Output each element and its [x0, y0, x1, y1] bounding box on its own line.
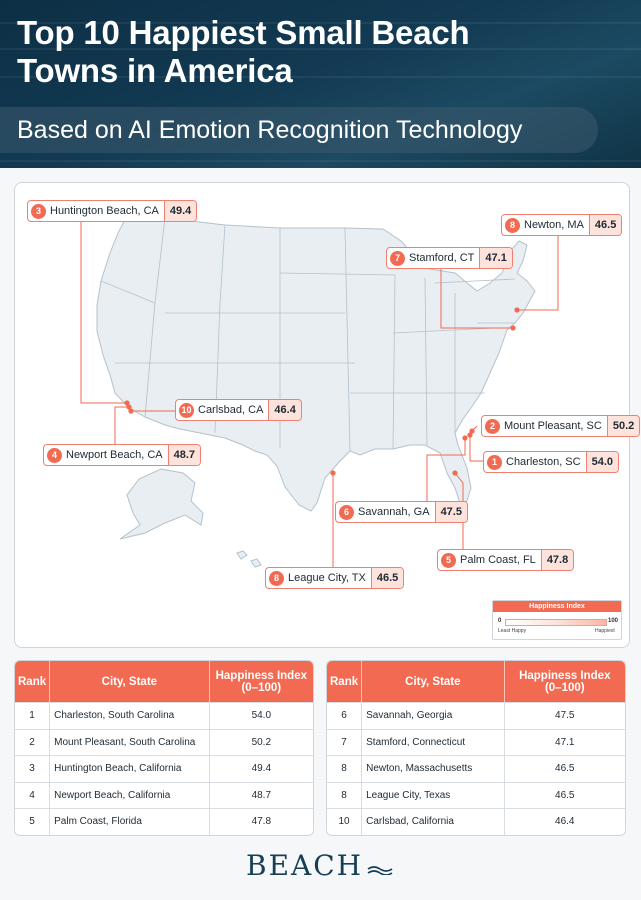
- col-index-line2: (0–100): [241, 681, 282, 694]
- leader-newport: [115, 407, 129, 445]
- col-rank: Rank: [15, 661, 50, 702]
- wave-icon: [367, 865, 393, 875]
- table-header-row: [15, 661, 313, 702]
- cell-index: 46.5: [505, 755, 625, 782]
- city-name: Mount Pleasant, SC: [504, 420, 602, 432]
- table-header-row: [327, 661, 625, 702]
- cell-rank: 1: [15, 702, 50, 729]
- col-index: [505, 661, 625, 702]
- cell-rank: 7: [327, 729, 362, 756]
- cell-index: 47.8: [210, 808, 313, 835]
- cell-index: 48.7: [210, 782, 313, 809]
- rank-badge: 4: [47, 448, 62, 463]
- score: 47.5: [435, 502, 467, 522]
- table-row: [327, 808, 625, 835]
- col-rank: Rank: [327, 661, 362, 702]
- label-mount-pleasant: [481, 415, 640, 437]
- cell-city: Savannah, Georgia: [362, 702, 504, 729]
- cell-city: Newport Beach, California: [50, 782, 209, 809]
- rank-badge: 5: [441, 553, 456, 568]
- table-row: [15, 755, 313, 782]
- table-row: [15, 782, 313, 809]
- rank-badge: 8: [269, 571, 284, 586]
- cell-city: Mount Pleasant, South Carolina: [50, 729, 209, 756]
- cell-index: 47.1: [505, 729, 625, 756]
- happiness-legend: [492, 600, 622, 640]
- city-name: Savannah, GA: [358, 506, 430, 518]
- score: 46.5: [589, 215, 621, 235]
- legend-title: Happiness Index: [493, 601, 621, 612]
- title-line-2: Towns in America: [17, 52, 293, 89]
- city-name: Newport Beach, CA: [66, 449, 163, 461]
- cell-rank: 8: [327, 782, 362, 809]
- city-name: Palm Coast, FL: [460, 554, 536, 566]
- label-carlsbad: [175, 399, 302, 421]
- city-name: Charleston, SC: [506, 456, 581, 468]
- label-charleston: [483, 451, 619, 473]
- hawaii-shape: [237, 551, 261, 567]
- city-name: Carlsbad, CA: [198, 404, 264, 416]
- col-index-line2: (0–100): [544, 681, 585, 694]
- col-index-line1: Happiness Index: [215, 669, 307, 682]
- score: 54.0: [586, 452, 618, 472]
- cell-city: Huntington Beach, California: [50, 755, 209, 782]
- rank-badge: 2: [485, 419, 500, 434]
- score: 47.1: [479, 248, 511, 268]
- label-newton: [501, 214, 622, 236]
- cell-index: 49.4: [210, 755, 313, 782]
- page-title: [17, 14, 469, 90]
- dot-stamford: [510, 325, 515, 330]
- score: 46.4: [268, 400, 300, 420]
- cell-city: Carlsbad, California: [362, 808, 504, 835]
- label-huntington-beach: [27, 200, 197, 222]
- col-index: [210, 661, 313, 702]
- cell-city: League City, Texas: [362, 782, 504, 809]
- rank-badge: 8: [505, 218, 520, 233]
- cell-rank: 4: [15, 782, 50, 809]
- cell-city: Palm Coast, Florida: [50, 808, 209, 835]
- city-name: Huntington Beach, CA: [50, 205, 159, 217]
- dot-palmcoast: [452, 470, 457, 475]
- table-row: [15, 729, 313, 756]
- cell-index: 54.0: [210, 702, 313, 729]
- label-newport-beach: [43, 444, 201, 466]
- rank-badge: 6: [339, 505, 354, 520]
- dot-charleston: [467, 432, 472, 437]
- cell-city: Stamford, Connecticut: [362, 729, 504, 756]
- label-stamford: [386, 247, 513, 269]
- dot-leaguecity: [330, 470, 335, 475]
- cell-index: 47.5: [505, 702, 625, 729]
- logo-text: BEACH: [246, 849, 364, 882]
- cell-rank: 5: [15, 808, 50, 835]
- city-name: Stamford, CT: [409, 252, 475, 264]
- table-row: [15, 702, 313, 729]
- cell-index: 50.2: [210, 729, 313, 756]
- dot-savannah: [462, 435, 467, 440]
- score: 46.5: [371, 568, 403, 588]
- alaska-shape: [120, 469, 203, 539]
- col-index-line1: Happiness Index: [519, 669, 611, 682]
- legend-min: 0: [498, 618, 502, 624]
- col-city: City, State: [362, 661, 504, 702]
- legend-high: Happiest: [595, 628, 615, 634]
- label-savannah: [335, 501, 468, 523]
- table-row: [327, 702, 625, 729]
- city-name: League City, TX: [288, 572, 366, 584]
- cell-rank: 2: [15, 729, 50, 756]
- ranking-table-right: [326, 660, 626, 836]
- cell-rank: 3: [15, 755, 50, 782]
- cell-rank: 10: [327, 808, 362, 835]
- col-city: City, State: [50, 661, 209, 702]
- rank-badge: 3: [31, 204, 46, 219]
- beach-logo: [246, 849, 396, 883]
- label-league-city: [265, 567, 404, 589]
- map-card: [14, 182, 635, 648]
- table-row: [15, 808, 313, 835]
- header-banner: [0, 0, 641, 168]
- dot-carlsbad: [128, 408, 133, 413]
- cell-index: 46.5: [505, 782, 625, 809]
- city-name: Newton, MA: [524, 219, 584, 231]
- cell-rank: 8: [327, 755, 362, 782]
- table-row: [327, 755, 625, 782]
- dot-newton: [514, 307, 519, 312]
- cell-index: 46.4: [505, 808, 625, 835]
- rank-badge: 10: [179, 403, 194, 418]
- rank-badge: 7: [390, 251, 405, 266]
- label-palm-coast: [437, 549, 574, 571]
- title-line-1: Top 10 Happiest Small Beach: [17, 14, 470, 51]
- score: 48.7: [168, 445, 200, 465]
- legend-gradient: [505, 619, 607, 626]
- cell-city: Newton, Massachusetts: [362, 755, 504, 782]
- table-row: [327, 782, 625, 809]
- subtitle: Based on AI Emotion Recognition Technology: [17, 116, 523, 144]
- cell-rank: 6: [327, 702, 362, 729]
- score: 50.2: [607, 416, 639, 436]
- legend-max: 100: [608, 618, 619, 624]
- score: 47.8: [541, 550, 573, 570]
- rank-badge: 1: [487, 455, 502, 470]
- ranking-table-left: [14, 660, 314, 836]
- table-row: [327, 729, 625, 756]
- legend-low: Least Happy: [498, 628, 527, 634]
- cell-city: Charleston, South Carolina: [50, 702, 209, 729]
- score: 49.4: [164, 201, 196, 221]
